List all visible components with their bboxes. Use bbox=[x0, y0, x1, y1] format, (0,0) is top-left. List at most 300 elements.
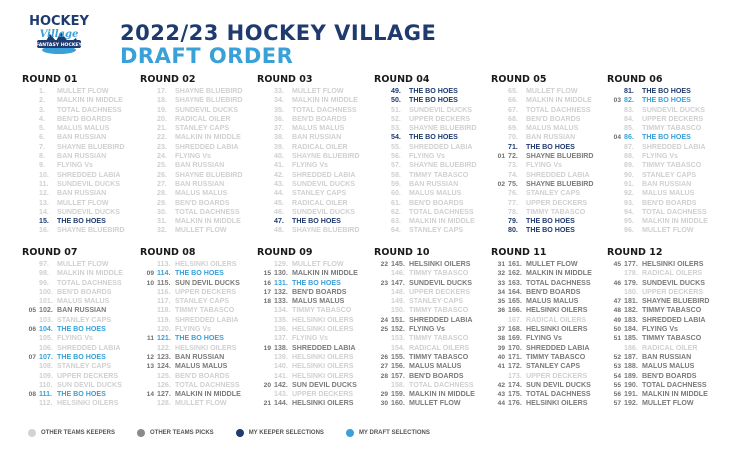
title-line-2: DRAFT ORDER bbox=[120, 44, 294, 68]
pick-number: 82. bbox=[624, 96, 634, 105]
team-name: TOTAL DACHNESS bbox=[57, 278, 122, 287]
pick-row bbox=[491, 260, 606, 269]
pick-row bbox=[22, 297, 137, 306]
pick-row bbox=[607, 208, 722, 217]
team-name: SHAYNE BLUEBIRD bbox=[409, 124, 477, 133]
pick-order: 07 bbox=[28, 353, 36, 361]
team-name: FLYING Vs bbox=[409, 325, 446, 334]
team-name: RADICAL OILERS bbox=[526, 315, 587, 324]
team-name: TIMMY TABASCO bbox=[409, 352, 469, 361]
team-name: SUNDEVIL DUCKS bbox=[57, 179, 120, 188]
pick-row bbox=[374, 390, 489, 399]
pick-order: 13 bbox=[146, 363, 154, 371]
team-name: HELSINKI OILERS bbox=[526, 325, 588, 334]
team-name: SHAYNE BLUEBIRD bbox=[175, 96, 243, 105]
team-name: THE BO HOES bbox=[175, 334, 224, 343]
team-name: MALKIN IN MIDDLE bbox=[292, 96, 358, 105]
team-name: FLYING Vs bbox=[526, 161, 563, 170]
pick-number: 124. bbox=[157, 362, 171, 371]
pick-number: 74. bbox=[508, 170, 518, 179]
pick-number: 155. bbox=[391, 352, 405, 361]
pick-row bbox=[491, 269, 606, 278]
pick-number: 114. bbox=[157, 269, 171, 278]
hockey-village-logo bbox=[28, 10, 90, 64]
pick-order: 49 bbox=[613, 316, 621, 324]
pick-row bbox=[491, 399, 606, 408]
pick-number: 164. bbox=[508, 287, 522, 296]
pick-row bbox=[374, 124, 489, 133]
team-name: MALKIN IN MIDDLE bbox=[642, 217, 708, 226]
team-name: THE BO HOES bbox=[409, 87, 458, 95]
pick-row bbox=[257, 133, 372, 142]
pick-row bbox=[607, 372, 722, 381]
pick-number: 71. bbox=[508, 142, 518, 151]
pick-number: 140. bbox=[274, 362, 288, 371]
pick-row bbox=[22, 96, 137, 105]
pick-row bbox=[491, 288, 606, 297]
round-column bbox=[374, 73, 489, 236]
pick-number: 3. bbox=[39, 105, 45, 114]
pick-number: 183. bbox=[624, 315, 638, 324]
pick-number: 92. bbox=[624, 189, 634, 198]
pick-row bbox=[374, 399, 489, 408]
team-name: UPPER DECKERS bbox=[642, 287, 704, 296]
team-name: TIMMY TABASCO bbox=[642, 306, 702, 315]
team-name: MALUS MALUS bbox=[642, 189, 695, 198]
pick-row bbox=[22, 226, 137, 235]
pick-number: 151. bbox=[391, 315, 405, 324]
pick-row bbox=[607, 87, 722, 96]
pick-number: 106. bbox=[39, 343, 53, 352]
pick-number: 67. bbox=[508, 105, 518, 114]
pick-number: 79. bbox=[508, 217, 518, 226]
pick-row bbox=[374, 353, 489, 362]
pick-order: 57 bbox=[613, 400, 621, 408]
pick-row bbox=[374, 288, 489, 297]
pick-number: 166. bbox=[508, 306, 522, 315]
pick-number: 167. bbox=[508, 315, 522, 324]
team-name: THE BO HOES bbox=[57, 217, 106, 226]
pick-row bbox=[607, 189, 722, 198]
team-name: BAN RUSSIAN bbox=[175, 161, 225, 170]
pick-number: 62. bbox=[391, 207, 401, 216]
legend-label: MY KEEPER SELECTIONS bbox=[248, 430, 324, 436]
team-name: MULLET FLOW bbox=[409, 399, 461, 408]
pick-number: 36. bbox=[274, 114, 284, 123]
legend bbox=[28, 429, 452, 437]
pick-row bbox=[140, 180, 255, 189]
pick-number: 45. bbox=[274, 198, 284, 207]
team-name: MULLET FLOW bbox=[175, 226, 227, 235]
team-name: UPPER DECKERS bbox=[642, 114, 704, 123]
pick-number: 159. bbox=[391, 390, 405, 399]
pick-number: 77. bbox=[508, 198, 518, 207]
pick-row bbox=[491, 297, 606, 306]
pick-number: 64. bbox=[391, 226, 401, 235]
pick-row bbox=[257, 372, 372, 381]
team-name: BAN RUSSIAN bbox=[175, 179, 225, 188]
pick-row bbox=[374, 96, 489, 105]
pick-order: 03 bbox=[613, 97, 621, 105]
team-name: TOTAL DACHNESS bbox=[526, 278, 591, 287]
pick-number: 158. bbox=[391, 380, 405, 389]
pick-row bbox=[491, 381, 606, 390]
pick-number: 133. bbox=[274, 297, 288, 306]
pick-row bbox=[257, 362, 372, 371]
pick-order: 20 bbox=[263, 381, 271, 389]
pick-row bbox=[257, 217, 372, 226]
pick-row bbox=[140, 334, 255, 343]
pick-row bbox=[491, 344, 606, 353]
pick-row bbox=[491, 133, 606, 142]
pick-number: 41. bbox=[274, 161, 284, 170]
team-name: SHAYNE BLUEBIRD bbox=[57, 226, 125, 235]
team-name: BAN RUSSIAN bbox=[526, 133, 576, 142]
team-name: FLYING Vs bbox=[57, 334, 94, 343]
pick-row bbox=[607, 124, 722, 133]
team-name: UPPER DECKERS bbox=[526, 198, 588, 207]
pick-number: 12. bbox=[39, 189, 49, 198]
pick-order: 55 bbox=[613, 381, 621, 389]
pick-number: 72. bbox=[508, 152, 518, 161]
pick-order: 54 bbox=[613, 372, 621, 380]
pick-order: 46 bbox=[613, 279, 621, 287]
pick-number: 70. bbox=[508, 133, 518, 142]
team-name: TIMMY TABASCO bbox=[409, 334, 469, 343]
pick-row bbox=[140, 115, 255, 124]
pick-number: 153. bbox=[391, 334, 405, 343]
pick-number: 178. bbox=[624, 269, 638, 278]
team-name: BAN RUSSIAN bbox=[292, 133, 342, 142]
round-column bbox=[491, 73, 606, 236]
pick-row bbox=[257, 306, 372, 315]
pick-number: 99. bbox=[39, 278, 49, 287]
pick-row bbox=[140, 399, 255, 408]
pick-row bbox=[140, 381, 255, 390]
team-name: THE BO HOES bbox=[409, 96, 458, 105]
pick-row bbox=[257, 390, 372, 399]
team-name: TOTAL DACHNESS bbox=[642, 207, 707, 216]
pick-number: 108. bbox=[39, 362, 53, 371]
team-name: MALUS MALUS bbox=[175, 189, 228, 198]
team-name: HELSINKI OILERS bbox=[292, 315, 354, 324]
pick-number: 81. bbox=[624, 87, 634, 95]
team-name: MALUS MALUS bbox=[526, 124, 579, 133]
team-name: BAN RUSSIAN bbox=[175, 352, 225, 361]
pick-number: 189. bbox=[624, 371, 638, 380]
pick-row bbox=[607, 115, 722, 124]
pick-row bbox=[257, 115, 372, 124]
team-name: TIMMY TABASCO bbox=[642, 334, 702, 343]
team-name: SHREDDED LABIA bbox=[175, 315, 239, 324]
pick-number: 117. bbox=[157, 297, 171, 306]
team-name: THE BO HOES bbox=[292, 278, 341, 287]
pick-number: 152. bbox=[391, 325, 405, 334]
pick-order: 08 bbox=[28, 391, 36, 399]
pick-number: 110. bbox=[39, 380, 53, 389]
pick-number: 46. bbox=[274, 207, 284, 216]
pick-number: 33. bbox=[274, 87, 284, 95]
pick-number: 96. bbox=[624, 226, 634, 235]
pick-row bbox=[140, 124, 255, 133]
pick-row bbox=[607, 217, 722, 226]
pick-number: 47. bbox=[274, 217, 284, 226]
pick-row bbox=[140, 279, 255, 288]
team-name: STANLEY CAPS bbox=[57, 315, 112, 324]
pick-number: 87. bbox=[624, 142, 634, 151]
team-name: SHREDDED LABIA bbox=[175, 142, 239, 151]
pick-number: 190. bbox=[624, 380, 638, 389]
team-name: BEN'D BOARDS bbox=[175, 371, 230, 380]
pick-number: 125. bbox=[157, 371, 171, 380]
pick-row bbox=[140, 260, 255, 269]
team-name: TIMMY TABASCO bbox=[409, 170, 469, 179]
team-name: MALKIN IN MIDDLE bbox=[175, 217, 241, 226]
pick-number: 8. bbox=[39, 152, 45, 161]
pick-row bbox=[22, 106, 137, 115]
pick-order: 42 bbox=[497, 381, 505, 389]
round-column bbox=[257, 73, 372, 236]
team-name: SUN DEVIL DUCKS bbox=[175, 278, 240, 287]
pick-row bbox=[140, 306, 255, 315]
team-name: MALKIN IN MIDDLE bbox=[409, 390, 475, 399]
pick-row bbox=[257, 399, 372, 408]
team-name: TOTAL DACHNESS bbox=[175, 380, 240, 389]
pick-order: 27 bbox=[380, 363, 388, 371]
pick-number: 129. bbox=[274, 260, 288, 268]
pick-order: 04 bbox=[613, 134, 621, 142]
pick-row bbox=[140, 161, 255, 170]
pick-number: 39. bbox=[274, 142, 284, 151]
pick-number: 160. bbox=[391, 399, 405, 408]
pick-row bbox=[22, 87, 137, 96]
pick-row bbox=[374, 171, 489, 180]
pick-number: 180. bbox=[624, 287, 638, 296]
team-name: SUNDEVIL DUCKS bbox=[57, 207, 120, 216]
pick-number: 191. bbox=[624, 390, 638, 399]
pick-number: 69. bbox=[508, 124, 518, 133]
pick-number: 32. bbox=[157, 226, 167, 235]
team-name: MALUS MALUS bbox=[292, 124, 345, 133]
team-name: STANLEY CAPS bbox=[409, 297, 464, 306]
pick-number: 143. bbox=[274, 390, 288, 399]
pick-number: 161. bbox=[508, 260, 522, 268]
pick-number: 61. bbox=[391, 198, 401, 207]
team-name: TIMMY TABASCO bbox=[642, 124, 702, 133]
pick-number: 156. bbox=[391, 362, 405, 371]
pick-number: 86. bbox=[624, 133, 634, 142]
pick-number: 176. bbox=[508, 399, 522, 408]
pick-row bbox=[22, 372, 137, 381]
team-name: MALKIN IN MIDDLE bbox=[526, 96, 592, 105]
team-name: TOTAL DACHNESS bbox=[526, 390, 591, 399]
pick-order: 31 bbox=[497, 261, 505, 268]
pick-row bbox=[22, 279, 137, 288]
pick-order: 30 bbox=[380, 400, 388, 408]
team-name: HELSINKI OILERS bbox=[292, 399, 354, 408]
pick-row bbox=[22, 399, 137, 408]
team-name: STANLEY CAPS bbox=[526, 362, 581, 371]
team-name: MALUS MALUS bbox=[175, 362, 228, 371]
pick-number: 34. bbox=[274, 96, 284, 105]
round-column bbox=[22, 246, 137, 409]
pick-row bbox=[140, 344, 255, 353]
pick-row bbox=[607, 325, 722, 334]
team-name: THE BO HOES bbox=[409, 133, 458, 142]
pick-order: 24 bbox=[380, 316, 388, 324]
pick-order: 51 bbox=[613, 335, 621, 343]
team-name: STANLEY CAPS bbox=[409, 226, 464, 235]
team-name: BAN RUSSIAN bbox=[57, 306, 107, 315]
pick-number: 142. bbox=[274, 380, 288, 389]
pick-row bbox=[22, 316, 137, 325]
team-name: THE BO HOES bbox=[57, 325, 106, 334]
team-name: MULLET FLOW bbox=[57, 198, 109, 207]
pick-order: 37 bbox=[497, 326, 505, 334]
legend-label: MY DRAFT SELECTIONS bbox=[358, 430, 430, 436]
pick-row bbox=[374, 316, 489, 325]
pick-order: 25 bbox=[380, 326, 388, 334]
pick-row bbox=[491, 362, 606, 371]
pick-number: 80. bbox=[508, 226, 518, 235]
pick-row bbox=[140, 316, 255, 325]
team-name: THE BO HOES bbox=[642, 133, 691, 142]
team-name: SUNDEVIL DUCKS bbox=[409, 105, 472, 114]
pick-number: 7. bbox=[39, 142, 45, 151]
pick-order: 26 bbox=[380, 353, 388, 361]
pick-row bbox=[607, 133, 722, 142]
team-name: BEN'D BOARDS bbox=[409, 371, 464, 380]
pick-row bbox=[140, 269, 255, 278]
pick-row bbox=[607, 353, 722, 362]
pick-number: 177. bbox=[624, 260, 638, 268]
logo-text-2: Village bbox=[39, 29, 79, 40]
pick-number: 175. bbox=[508, 390, 522, 399]
pick-row bbox=[257, 189, 372, 198]
pick-row bbox=[257, 171, 372, 180]
pick-number: 109. bbox=[39, 371, 53, 380]
pick-number: 35. bbox=[274, 105, 284, 114]
pick-row bbox=[140, 152, 255, 161]
pick-number: 172. bbox=[508, 362, 522, 371]
pick-number: 76. bbox=[508, 189, 518, 198]
pick-row bbox=[22, 381, 137, 390]
team-name: HELSINKI OILERS bbox=[642, 260, 704, 268]
team-name: MALKIN IN MIDDLE bbox=[57, 269, 123, 278]
pick-order: 39 bbox=[497, 344, 505, 352]
pick-number: 16. bbox=[39, 226, 49, 235]
pick-number: 52. bbox=[391, 114, 401, 123]
pick-row bbox=[257, 344, 372, 353]
pick-number: 103. bbox=[39, 315, 53, 324]
pick-order: 22 bbox=[380, 261, 388, 268]
pick-number: 186. bbox=[624, 343, 638, 352]
pick-row bbox=[257, 297, 372, 306]
pick-order: 09 bbox=[146, 270, 154, 278]
pick-number: 104. bbox=[39, 325, 53, 334]
pick-row bbox=[140, 362, 255, 371]
team-name: RADICAL OILER bbox=[175, 114, 231, 123]
legend-dot-icon bbox=[137, 429, 145, 437]
pick-row bbox=[607, 306, 722, 315]
pick-row bbox=[491, 279, 606, 288]
team-name: BEN'D BOARDS bbox=[175, 198, 230, 207]
team-name: BAN RUSSIAN bbox=[57, 189, 107, 198]
team-name: MALKIN IN MIDDLE bbox=[175, 133, 241, 142]
pick-number: 116. bbox=[157, 287, 171, 296]
pick-number: 113. bbox=[157, 260, 171, 268]
pick-order: 01 bbox=[497, 153, 505, 161]
round-title: ROUND 01 bbox=[22, 74, 78, 85]
team-name: RADICAL OILERS bbox=[409, 343, 470, 352]
pick-row bbox=[22, 390, 137, 399]
pick-number: 132. bbox=[274, 287, 288, 296]
team-name: MALKIN IN MIDDLE bbox=[57, 96, 123, 105]
pick-number: 51. bbox=[391, 105, 401, 114]
pick-number: 169. bbox=[508, 334, 522, 343]
round-title: ROUND 09 bbox=[257, 247, 313, 258]
pick-order: 50 bbox=[613, 326, 621, 334]
pick-number: 111. bbox=[39, 390, 53, 399]
team-name: SHAYNE BLUEBIRD bbox=[409, 161, 477, 170]
pick-number: 121. bbox=[157, 334, 171, 343]
pick-order: 23 bbox=[380, 279, 388, 287]
pick-row bbox=[491, 106, 606, 115]
pick-number: 2. bbox=[39, 96, 45, 105]
team-name: FLYING Vs bbox=[175, 325, 212, 334]
team-name: BEN'D BOARDS bbox=[526, 114, 581, 123]
pick-number: 1. bbox=[39, 87, 45, 95]
pick-row bbox=[22, 217, 137, 226]
pick-number: 107. bbox=[39, 352, 53, 361]
team-name: SUN DEVIL DUCKS bbox=[57, 380, 122, 389]
pick-order: 21 bbox=[263, 400, 271, 408]
pick-row bbox=[491, 189, 606, 198]
team-name: THE BO HOES bbox=[526, 142, 575, 151]
team-name: STANLEY CAPS bbox=[57, 362, 112, 371]
team-name: SUN DEVIL DUCKS bbox=[292, 380, 357, 389]
pick-number: 9. bbox=[39, 161, 45, 170]
team-name: STANLEY CAPS bbox=[175, 297, 230, 306]
team-name: UPPER DECKERS bbox=[409, 114, 471, 123]
team-name: BEN'D BOARDS bbox=[57, 287, 112, 296]
legend-item bbox=[346, 429, 430, 437]
team-name: FLYING Vs bbox=[642, 152, 679, 161]
pick-number: 66. bbox=[508, 96, 518, 105]
pick-number: 157. bbox=[391, 371, 405, 380]
team-name: SHREDDED LABIA bbox=[292, 343, 356, 352]
pick-number: 13. bbox=[39, 198, 49, 207]
pick-row bbox=[607, 152, 722, 161]
team-name: MULLET FLOW bbox=[57, 87, 109, 95]
round-column bbox=[607, 73, 722, 236]
pick-row bbox=[491, 325, 606, 334]
team-name: FLYING Vs bbox=[409, 152, 446, 161]
pick-row bbox=[374, 199, 489, 208]
pick-row bbox=[140, 189, 255, 198]
pick-row bbox=[22, 344, 137, 353]
pick-row bbox=[257, 325, 372, 334]
pick-number: 23. bbox=[157, 142, 167, 151]
pick-row bbox=[140, 96, 255, 105]
pick-row bbox=[491, 199, 606, 208]
pick-number: 101. bbox=[39, 297, 53, 306]
pick-number: 89. bbox=[624, 161, 634, 170]
team-name: SUNDEVIL DUCKS bbox=[642, 105, 705, 114]
round-title: ROUND 05 bbox=[491, 74, 547, 85]
pick-row bbox=[22, 152, 137, 161]
pick-row bbox=[607, 260, 722, 269]
